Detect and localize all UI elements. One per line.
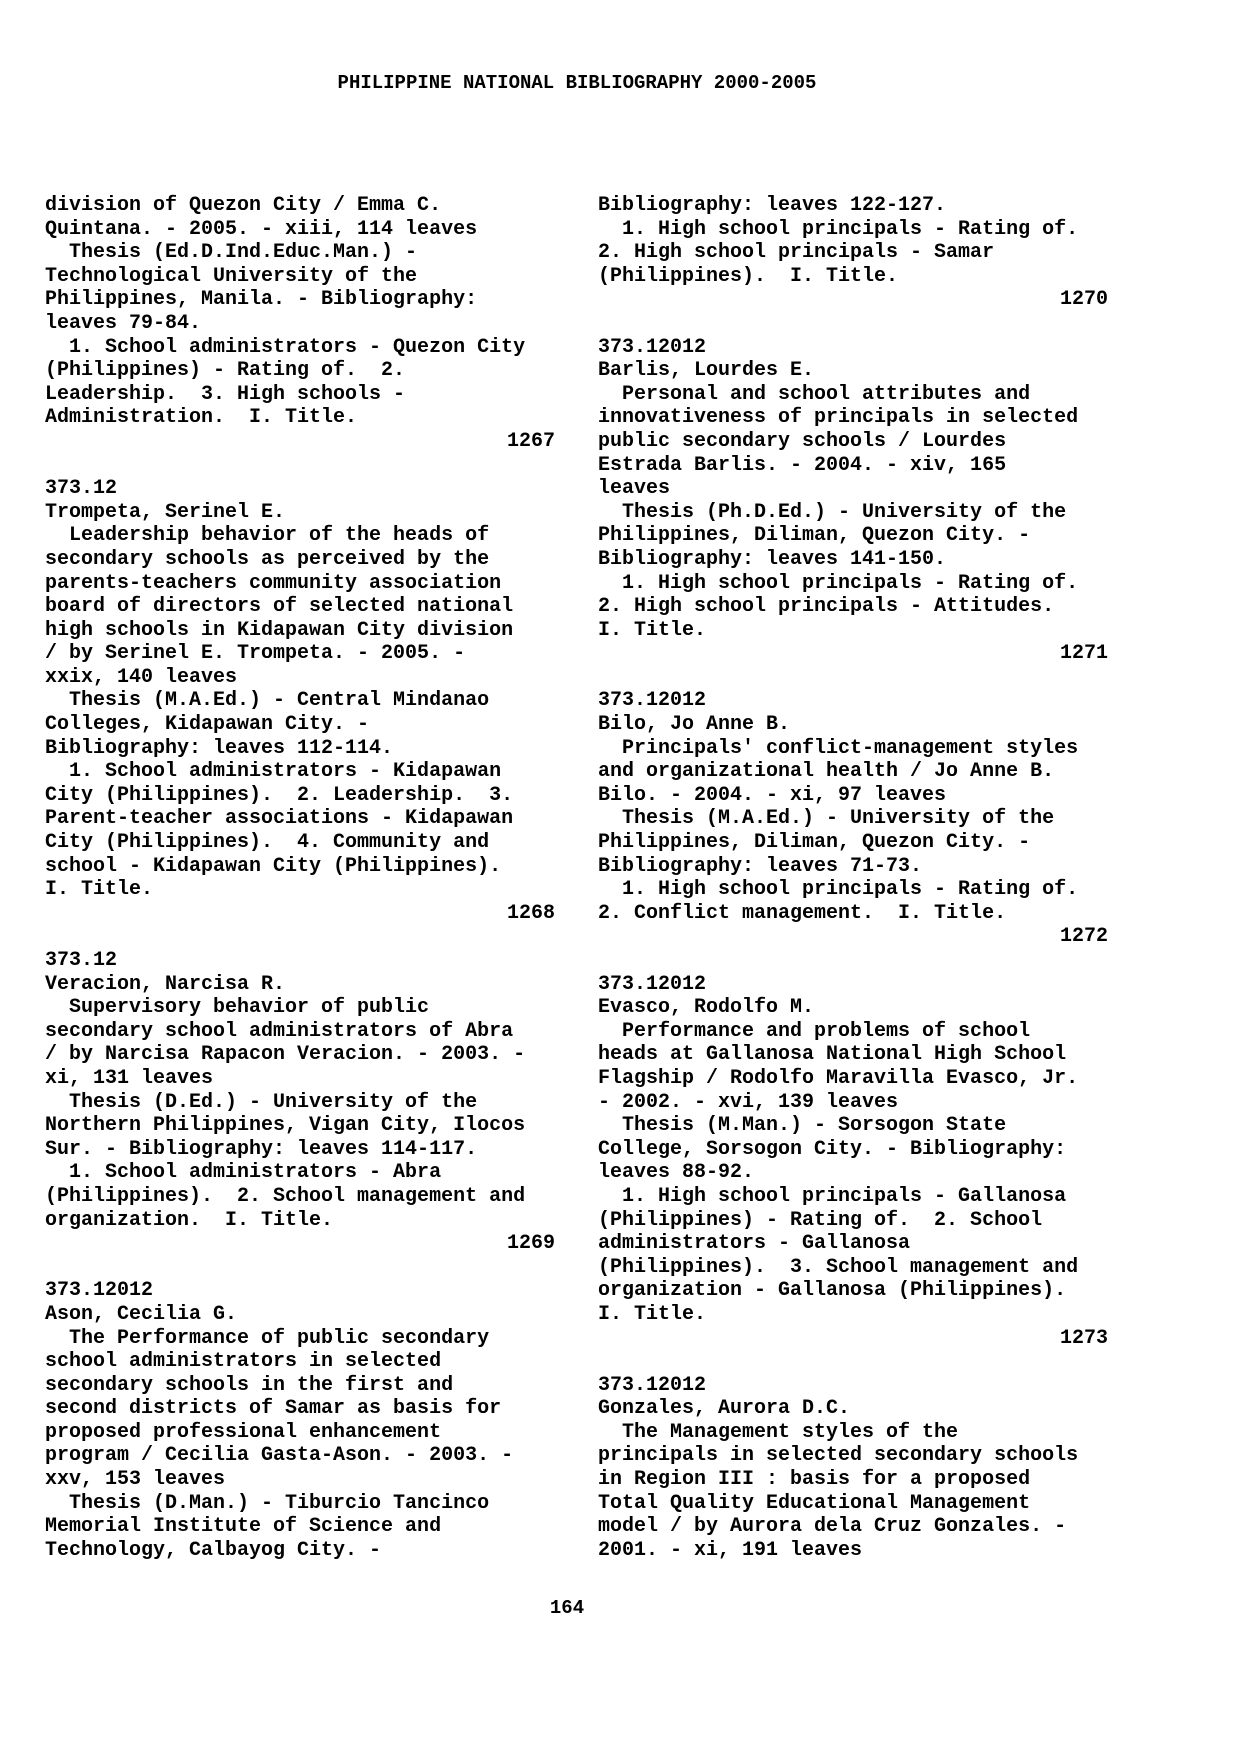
entry-line: Veracion, Narcisa R. [45, 972, 286, 996]
entry-line: secondary schools in the first and [45, 1373, 454, 1397]
entry-line: 1. High school principals - Rating of. [598, 571, 1079, 595]
entry-number: 1269 [506, 1232, 555, 1256]
entry-line: Philippines, Diliman, Quezon City. - [598, 524, 1031, 548]
entry-line: Technology, Calbayog City. - [45, 1538, 382, 1562]
entry-line: leaves 79-84. [45, 311, 202, 335]
entry-line: (Philippines) - Rating of. 2. [45, 359, 406, 383]
entry-line: Thesis (M.A.Ed.) - University of the [598, 807, 1055, 831]
entry-line: Thesis (M.Man.) - Sorsogon State [598, 1114, 1007, 1138]
entry-line: Bibliography: leaves 71-73. [598, 854, 923, 878]
entry-line: I. Title. [598, 618, 707, 642]
entry-line: - 2002. - xvi, 139 leaves [598, 1090, 899, 1114]
entry-line: program / Cecilia Gasta-Ason. - 2003. - [45, 1444, 514, 1468]
entry-number: 1273 [1059, 1326, 1108, 1350]
blank-line [598, 312, 1108, 336]
entry-line: board of directors of selected national [45, 595, 514, 619]
entry-line: 1. High school principals - Rating of. [598, 217, 1079, 241]
entry-line: Estrada Barlis. - 2004. - xiv, 165 [598, 453, 1007, 477]
entry-line: Total Quality Educational Management [598, 1491, 1031, 1515]
entry-line: I. Title. [45, 878, 154, 902]
entry-line: Leadership. 3. High schools - [45, 382, 406, 406]
entry-line: Northern Philippines, Vigan City, Ilocos [45, 1114, 526, 1138]
blank-line [45, 925, 555, 949]
entry-line: 373.12012 [45, 1279, 154, 1303]
entry-line: leaves [598, 477, 671, 501]
entry-line: Sur. - Bibliography: leaves 114-117. [45, 1137, 478, 1161]
page-number: 164 [549, 1597, 585, 1619]
entry-line: 1. School administrators - Kidapawan [45, 760, 502, 784]
entry-line: Thesis (Ph.D.Ed.) - University of the [598, 500, 1067, 524]
right-column [598, 194, 1108, 1562]
entry-line: proposed professional enhancement [45, 1420, 442, 1444]
entry-line: Supervisory behavior of public [45, 996, 430, 1020]
entry-line: Bilo. - 2004. - xi, 97 leaves [598, 783, 947, 807]
blank-line [45, 454, 555, 478]
entry-line: Bilo, Jo Anne B. [598, 713, 791, 737]
entry-line: Thesis (M.A.Ed.) - Central Mindanao [45, 689, 490, 713]
entry-line: Bibliography: leaves 112-114. [45, 736, 394, 760]
entry-line: Personal and school attributes and [598, 382, 1031, 406]
entry-line: Trompeta, Serinel E. [45, 500, 286, 524]
entry-line: division of Quezon City / Emma C. [45, 194, 442, 217]
entry-number: 1268 [506, 901, 555, 925]
entry-line: Thesis (D.Ed.) - University of the [45, 1090, 478, 1114]
entry-line: innovativeness of principals in selected [598, 406, 1079, 430]
entry-line: principals in selected secondary schools [598, 1444, 1079, 1468]
entry-line: school - Kidapawan City (Philippines). [45, 854, 502, 878]
entry-line: Gonzales, Aurora D.C. [598, 1397, 851, 1421]
entry-line: I. Title. [598, 1302, 707, 1326]
entry-number: 1272 [1059, 925, 1108, 949]
entry-line: 373.12 [45, 949, 118, 972]
entry-line: Principals' conflict-management styles [598, 736, 1079, 760]
entry-line: City (Philippines). 4. Community and [45, 831, 490, 855]
entry-line: high schools in Kidapawan City division [45, 618, 514, 642]
entry-line: Barlis, Lourdes E. [598, 359, 815, 383]
entry-line: secondary school administrators of Abra [45, 1019, 514, 1043]
entry-line: heads at Gallanosa National High School [598, 1043, 1067, 1067]
entry-line: 373.12012 [598, 1373, 707, 1397]
entry-line: Quintana. - 2005. - xiii, 114 leaves [45, 217, 478, 241]
entry-line: (Philippines) - Rating of. 2. School [598, 1208, 1043, 1232]
entry-line: administrators - Gallanosa [598, 1232, 911, 1256]
entry-line: Evasco, Rodolfo M. [598, 996, 815, 1020]
entry-line: Leadership behavior of the heads of [45, 524, 490, 548]
entry-line: 1. School administrators - Quezon City [45, 335, 526, 359]
entry-line: xi, 131 leaves [45, 1066, 214, 1090]
entry-line: and organizational health / Jo Anne B. [598, 760, 1055, 784]
entry-line: Thesis (Ed.D.Ind.Educ.Man.) - [45, 241, 418, 265]
entry-line: Philippines, Manila. - Bibliography: [45, 288, 478, 312]
entry-line: 2001. - xi, 191 leaves [598, 1538, 863, 1562]
blank-line [45, 1256, 555, 1280]
entry-line: 2. High school principals - Samar [598, 241, 995, 265]
entry-line: 373.12012 [598, 335, 707, 359]
entry-line: second districts of Samar as basis for [45, 1397, 502, 1421]
entry-line: xxv, 153 leaves [45, 1468, 226, 1492]
left-column [45, 194, 555, 1562]
entry-line: secondary schools as perceived by the [45, 547, 490, 571]
entry-line: / by Serinel E. Trompeta. - 2005. - [45, 642, 466, 666]
entry-line: 2. Conflict management. I. Title. [598, 901, 1007, 925]
entry-line: / by Narcisa Rapacon Veracion. - 2003. - [45, 1043, 526, 1067]
entry-line: 2. High school principals - Attitudes. [598, 595, 1055, 619]
entry-line: Ason, Cecilia G. [45, 1302, 238, 1326]
entry-line: 373.12012 [598, 689, 707, 713]
entry-line: organization - Gallanosa (Philippines). [598, 1279, 1067, 1303]
entry-line: Thesis (D.Man.) - Tiburcio Tancinco [45, 1491, 490, 1515]
entry-line: school administrators in selected [45, 1350, 442, 1374]
entry-line: 1. School administrators - Abra [45, 1161, 442, 1185]
entry-line: xxix, 140 leaves [45, 665, 238, 689]
entry-line: Parent-teacher associations - Kidapawan [45, 807, 514, 831]
entry-line: 373.12012 [598, 972, 707, 996]
entry-line: (Philippines). I. Title. [598, 264, 899, 288]
entry-line: Bibliography: leaves 122-127. [598, 194, 947, 217]
entry-line: organization. I. Title. [45, 1208, 334, 1232]
entry-number: 1267 [506, 429, 555, 453]
entry-line: public secondary schools / Lourdes [598, 429, 1007, 453]
entry-line: College, Sorsogon City. - Bibliography: [598, 1137, 1067, 1161]
blank-line [598, 949, 1108, 973]
entry-line: Philippines, Diliman, Quezon City. - [598, 831, 1031, 855]
entry-line: The Performance of public secondary [45, 1326, 490, 1350]
entry-line: Memorial Institute of Science and [45, 1515, 442, 1539]
entry-line: 1. High school principals - Rating of. [598, 878, 1079, 902]
entry-line: in Region III : basis for a proposed [598, 1468, 1031, 1492]
entry-line: Flagship / Rodolfo Maravilla Evasco, Jr. [598, 1066, 1079, 1090]
entry-line: 1. High school principals - Gallanosa [598, 1184, 1067, 1208]
entry-line: 373.12 [45, 477, 118, 501]
entry-line: leaves 88-92. [598, 1161, 755, 1185]
entry-line: (Philippines). 3. School management and [598, 1255, 1079, 1279]
blank-line [598, 666, 1108, 690]
entry-line: Performance and problems of school [598, 1019, 1031, 1043]
page-header: PHILIPPINE NATIONAL BIBLIOGRAPHY 2000-2005 [337, 72, 817, 94]
entry-line: parents-teachers community association [45, 571, 502, 595]
entry-number: 1271 [1059, 642, 1108, 666]
entry-line: The Management styles of the [598, 1420, 959, 1444]
entry-line: Technological University of the [45, 264, 418, 288]
entry-line: Bibliography: leaves 141-150. [598, 547, 947, 571]
entry-line: (Philippines). 2. School management and [45, 1184, 526, 1208]
blank-line [598, 1350, 1108, 1374]
entry-line: Administration. I. Title. [45, 406, 358, 430]
entry-number: 1270 [1059, 288, 1108, 312]
entry-line: model / by Aurora dela Cruz Gonzales. - [598, 1515, 1067, 1539]
entry-line: Colleges, Kidapawan City. - [45, 713, 370, 737]
entry-line: City (Philippines). 2. Leadership. 3. [45, 783, 514, 807]
